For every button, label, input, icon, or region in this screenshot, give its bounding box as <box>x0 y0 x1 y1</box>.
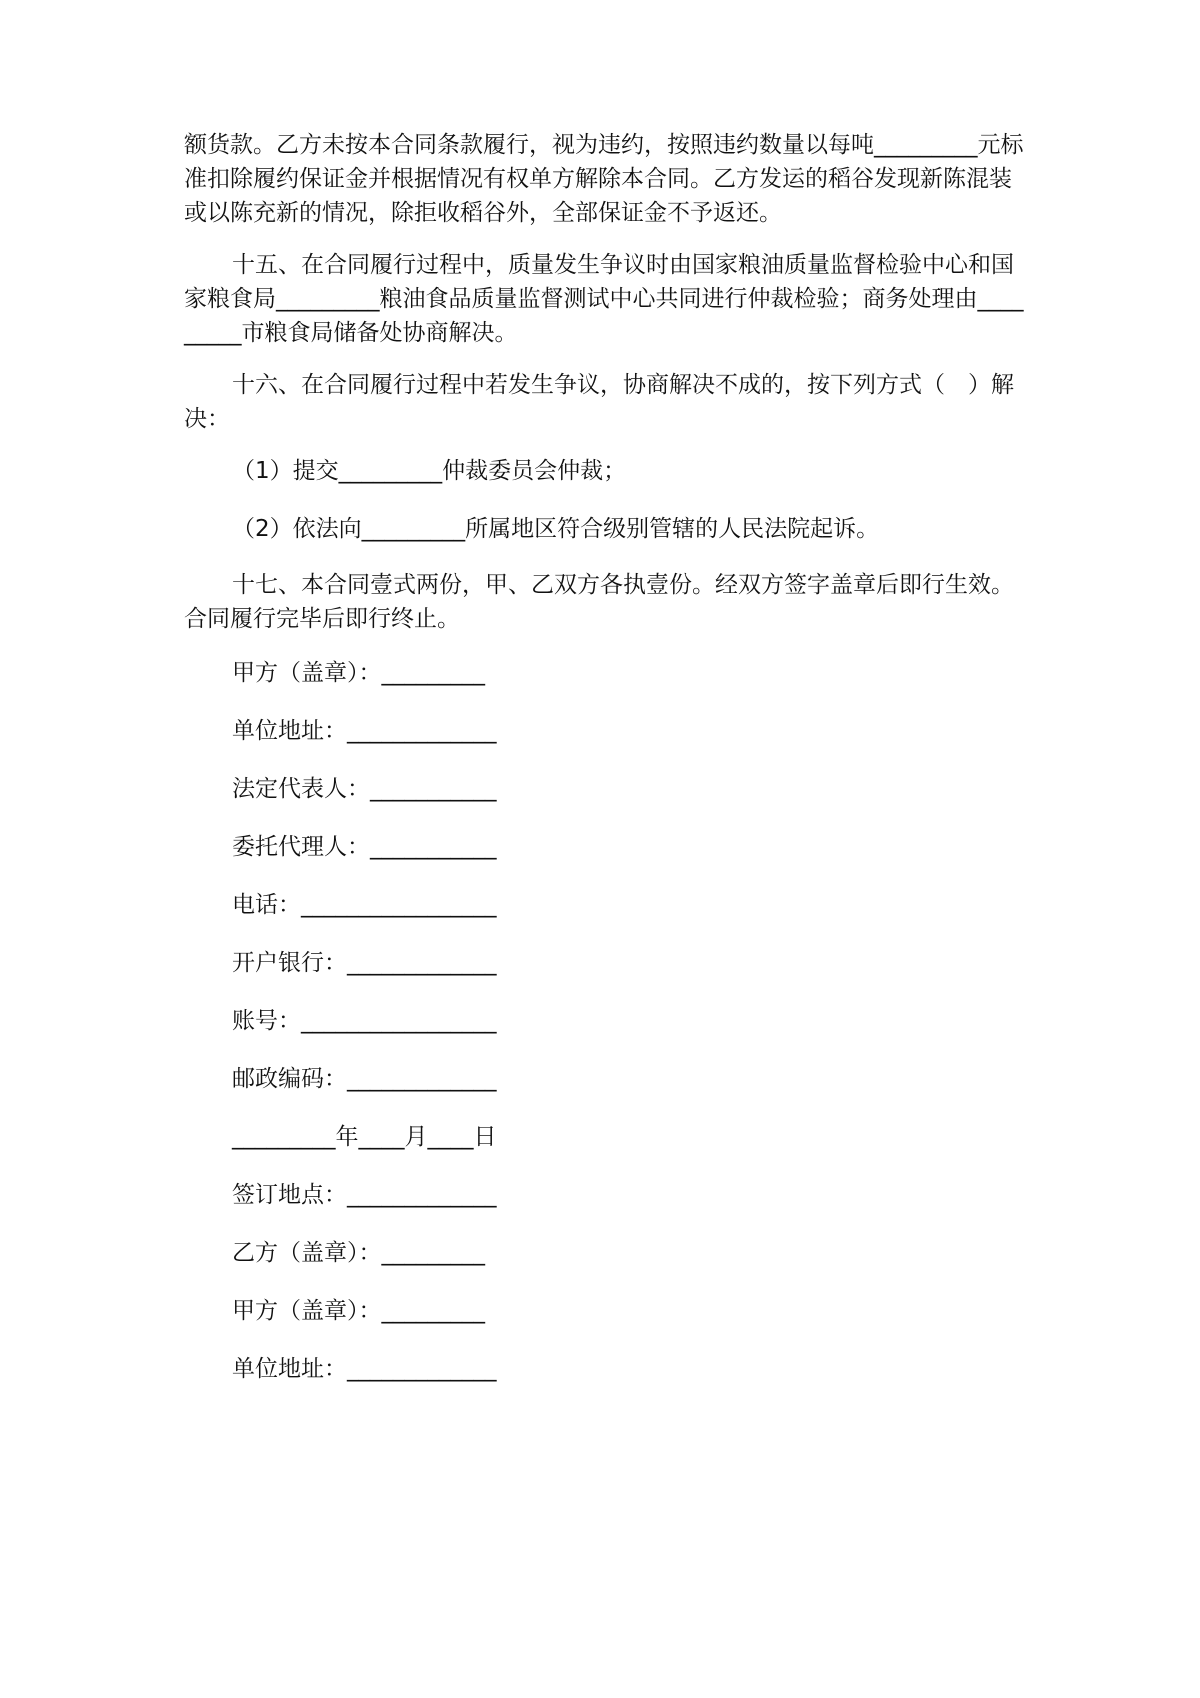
clause-16-option-2: （2）依法向_________所属地区符合级别管辖的人民法院起诉。 <box>232 516 880 542</box>
paragraph-clause-17: 十七、本合同壹式两份，甲、乙双方各执壹份。经双方签字盖章后即行生效。合同履行完毕后即行终止。 <box>184 572 1014 632</box>
legal-representative-field: 法定代表人：___________ <box>232 776 497 802</box>
account-field: 账号：_________________ <box>232 1008 497 1034</box>
address-field: 单位地址：_____________ <box>232 718 497 744</box>
clause-16-option-1: （1）提交_________仲裁委员会仲裁； <box>232 458 627 484</box>
paragraph-continuation: 额货款。乙方未按本合同条款履行，视为违约，按照违约数量以每吨_________元标准扣除履约保证金并根据情况有权单方解除本合同。乙方发运的稻谷发现新陈混装或以陈充新的情况，除拒收稻谷外，全部保证金不予返还。 <box>184 132 1024 226</box>
party-b-seal-field: 乙方（盖章）：_________ <box>232 1240 485 1266</box>
phone-field: 电话：_________________ <box>232 892 497 918</box>
signing-place-field: 签订地点：_____________ <box>232 1182 497 1208</box>
authorized-agent-field: 委托代理人：___________ <box>232 834 497 860</box>
date-field: _________年____月____日 <box>232 1124 497 1150</box>
address-field-2: 单位地址：_____________ <box>232 1356 497 1382</box>
paragraph-clause-16: 十六、在合同履行过程中若发生争议，协商解决不成的，按下列方式（ ）解决： <box>184 372 1014 432</box>
postcode-field: 邮政编码：_____________ <box>232 1066 497 1092</box>
paragraph-clause-15: 十五、在合同履行过程中，质量发生争议时由国家粮油质量监督检验中心和国家粮食局_________粮油食品质量监督测试中心共同进行仲裁检验；商务处理由_________市粮食局储备处协商解决。 <box>184 252 1024 346</box>
party-a-seal-field-2: 甲方（盖章）：_________ <box>232 1298 485 1324</box>
party-a-seal-field: 甲方（盖章）：_________ <box>232 660 485 686</box>
bank-field: 开户银行：_____________ <box>232 950 497 976</box>
